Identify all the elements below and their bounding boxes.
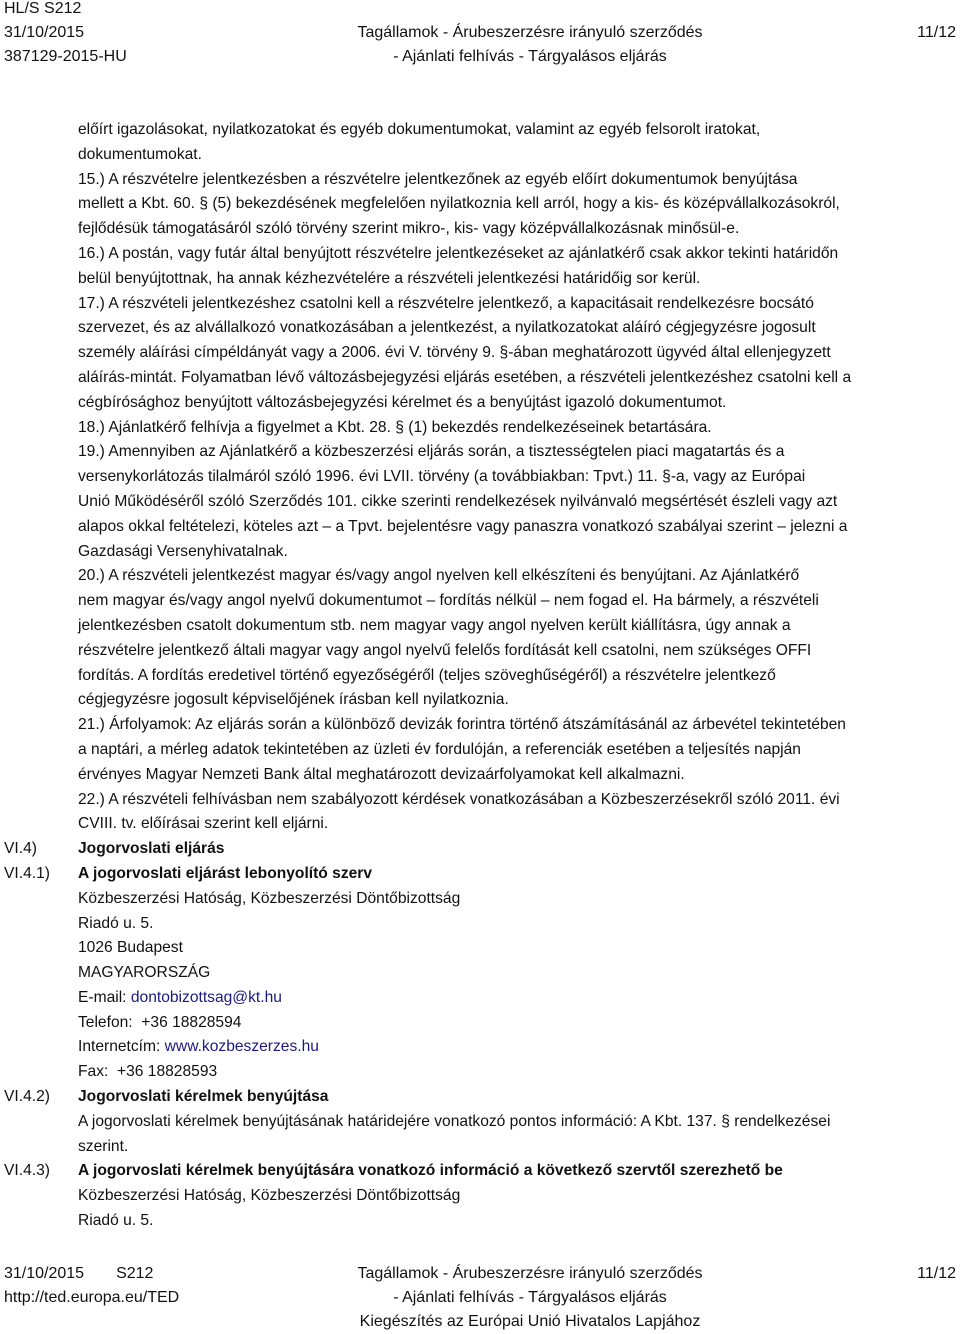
email-link[interactable]: dontobizottsag@kt.hu [130,988,282,1006]
section-vi42 [4,1085,958,1159]
header-page-number: 11/12 [917,24,956,41]
footer-page-number: 11/12 [917,1265,956,1282]
body-line: érvényes Magyar Nemzeti Bank által meghatározott devizaárfolyamokat kell alkalmazni. [78,765,685,783]
website-link[interactable]: www.kozbeszerzes.hu [164,1038,319,1056]
web-row [78,1035,958,1060]
header-title: Tagállamok - Árubeszerzésre irányuló szerződés [357,24,703,41]
body-line: fejlődésük támogatásáról szóló törvény szerint mikro-, kis- vagy középvállalkozásnak minősül-e. [78,220,740,238]
section-number: VI.4.2) [4,1088,50,1106]
street-address: Riadó u. 5. [78,1212,154,1230]
body-line: cégbírósághoz benyújtott változásbejegyzési kérelmet és a benyújtást igazoló dokumentumot. [78,393,727,411]
body-line: belül benyújtottnak, ha annak kézhezvételére a részvételi jelentkezési határidőig sor kerül. [78,269,701,287]
web-label: Internetcím: [78,1038,165,1056]
notice-reference: 387129-2015-HU [4,48,127,65]
body-line: a naptári, a mérleg adatok tekintetében az üzleti év fordulóján, a referenciák esetében a teljesítés napján [78,740,801,758]
body-line: alapos okkal feltételezi, köteles azt – a Tpvt. bejelentésre vagy panaszra vonatkozó szabályai szerint – jelezni a [78,517,848,535]
body-line: cégjegyzésre jogosult képviselőjének írásban kell nyilatkoznia. [78,691,509,709]
page-header [0,0,960,75]
footer-date: 31/10/2015 [4,1265,85,1282]
body-line: 22.) A részvételi felhívásban nem szabályozott kérdések vonatkozásában a Közbeszerzésekről szóló 2011. évi [78,790,840,808]
body-line: CVIII. tv. előírásai szerint kell eljárni. [78,815,329,833]
organisation-name: Közbeszerzési Hatóság, Közbeszerzési Döntőbizottság [78,1187,461,1205]
section-vi4 [4,837,958,862]
postal-city: 1026 Budapest [78,939,183,957]
page-footer [0,1262,960,1334]
footer-url[interactable]: http://ted.europa.eu/TED [4,1289,180,1306]
section-title: Jogorvoslati eljárás [78,840,225,858]
email-label: E-mail: [78,988,131,1006]
header-subtitle: - Ajánlati felhívás - Tárgyalásos eljárás [393,48,667,65]
body-line: Unió Működéséről szóló Szerződés 101. cikke szerinti rendelkezések nyilvánvaló megsértését észleli vagy azt [78,492,838,510]
fax-label: Fax: [78,1063,113,1081]
section-number: VI.4) [4,840,37,858]
country: MAGYARORSZÁG [78,964,211,982]
body-line: mellett a Kbt. 60. § (5) bekezdésének megfelelően nyilatkoznia kell arról, hogy a kis- és középvállalkozásokról, [78,195,840,213]
footer-title: Tagállamok - Árubeszerzésre irányuló szerződés [357,1265,703,1282]
section-vi43 [4,1159,958,1233]
section-title: A jogorvoslati kérelmek benyújtására vonatkozó információ a következő szervtől szerezhető be [78,1162,783,1180]
body-line: 16.) A postán, vagy futár által benyújtott részvételre jelentkezéseket az ajánlatkérő csak akkor tekinti határidőn [78,244,839,262]
body-line: nem magyar és/vagy angol nyelvű dokumentumot – fordítás nélkül – nem fogad el. Ha bármely, a részvételi [78,592,819,610]
body-line: szervezet, és az alvállalkozó vonatkozásában a jelentkezést, a nyilatkozatokat aláíró cégjegyzésre jogosult [78,319,816,337]
footer-date-issue [4,1262,153,1286]
body-line: személy aláírási címpéldányát vagy a 2006. évi V. törvény 9. §-ában meghatározott ügyvéd által ellenjegyzett [78,344,831,362]
additional-information-text [78,118,958,837]
header-date: 31/10/2015 [4,24,85,41]
fax-row [78,1060,958,1085]
street-address: Riadó u. 5. [78,914,154,932]
section-vi41 [4,862,958,1085]
organisation-name: Közbeszerzési Hatóság, Közbeszerzési Döntőbizottság [78,889,461,907]
email-row [78,986,958,1011]
footer-issue: S212 [116,1265,154,1282]
body-line: 15.) A részvételre jelentkezésben a részvételre jelentkezőnek az egyéb előírt dokumentumok benyújtása [78,170,798,188]
body-line: előírt igazolásokat, nyilatkozatokat és egyéb dokumentumokat, valamint az egyéb felsorolt iratokat, [78,121,761,138]
journal-code: HL/S S212 [4,0,82,17]
footer-subtitle: - Ajánlati felhívás - Tárgyalásos eljárás [393,1289,667,1306]
section-title: A jogorvoslati eljárást lebonyolító szerv [78,864,373,882]
body-line: 21.) Árfolyamok: Az eljárás során a különböző devizák forintra történő átszámításánál az árbevétel tekintetében [78,716,846,734]
body-line: dokumentumokat. [78,145,202,163]
body-line: 20.) A részvételi jelentkezést magyar és/vagy angol nyelven kell elkészíteni és benyújtani. Az Ajánlatkérő [78,567,800,585]
body-line: 17.) A részvételi jelentkezéshez csatolni kell a részvételre jelentkező, a kapacitásait rendelkezésre bocsátó [78,294,814,312]
section-number: VI.4.3) [4,1162,50,1180]
body-line: szerint. [78,1137,129,1155]
body-line: fordítás. A fordítás eredetivel történő egyezőségéről (teljes szöveghűségéről) a részvételre jelentkező [78,666,776,684]
body-line: versenykorlátozás tilalmáról szóló 1996. évi LVII. törvény (a továbbiakban: Tpvt.) 11. §-a, vagy az Európai [78,468,806,486]
phone-row [78,1011,958,1036]
section-title: Jogorvoslati kérelmek benyújtása [78,1088,329,1106]
footer-supplement: Kiegészítés az Európai Unió Hivatalos Lapjához [359,1313,701,1330]
body-line: A jogorvoslati kérelmek benyújtásának határidejére vonatkozó pontos információ: A Kbt. 137. § rendelkezései [78,1112,831,1130]
body-line: jelentkezésben csatolt dokumentum stb. nem magyar vagy angol nyelven került kiállításra, úgy annak a [78,616,791,634]
section-number: VI.4.1) [4,864,50,882]
body-line: 19.) Amennyiben az Ajánlatkérő a közbeszerzési eljárás során, a tisztességtelen piaci magatartás és a [78,443,785,461]
phone-label: Telefon: [78,1013,137,1031]
phone-value: +36 18828594 [136,1013,242,1031]
document-body [4,118,958,1234]
body-line: aláírás-mintát. Folyamatban lévő változásbejegyzési eljárás esetében, a részvételi jelentkezéshez csatolni kell a [78,368,852,386]
fax-value: +36 18828593 [112,1063,218,1081]
body-line: Gazdasági Versenyhivatalnak. [78,542,288,560]
body-line: 18.) Ajánlatkérő felhívja a figyelmet a Kbt. 28. § (1) bekezdés rendelkezéseinek betartására. [78,418,712,436]
body-line: részvételre jelentkező általi magyar vagy angol nyelvű felelős fordítását kell csatolni, nem szükséges OFFI [78,641,812,659]
